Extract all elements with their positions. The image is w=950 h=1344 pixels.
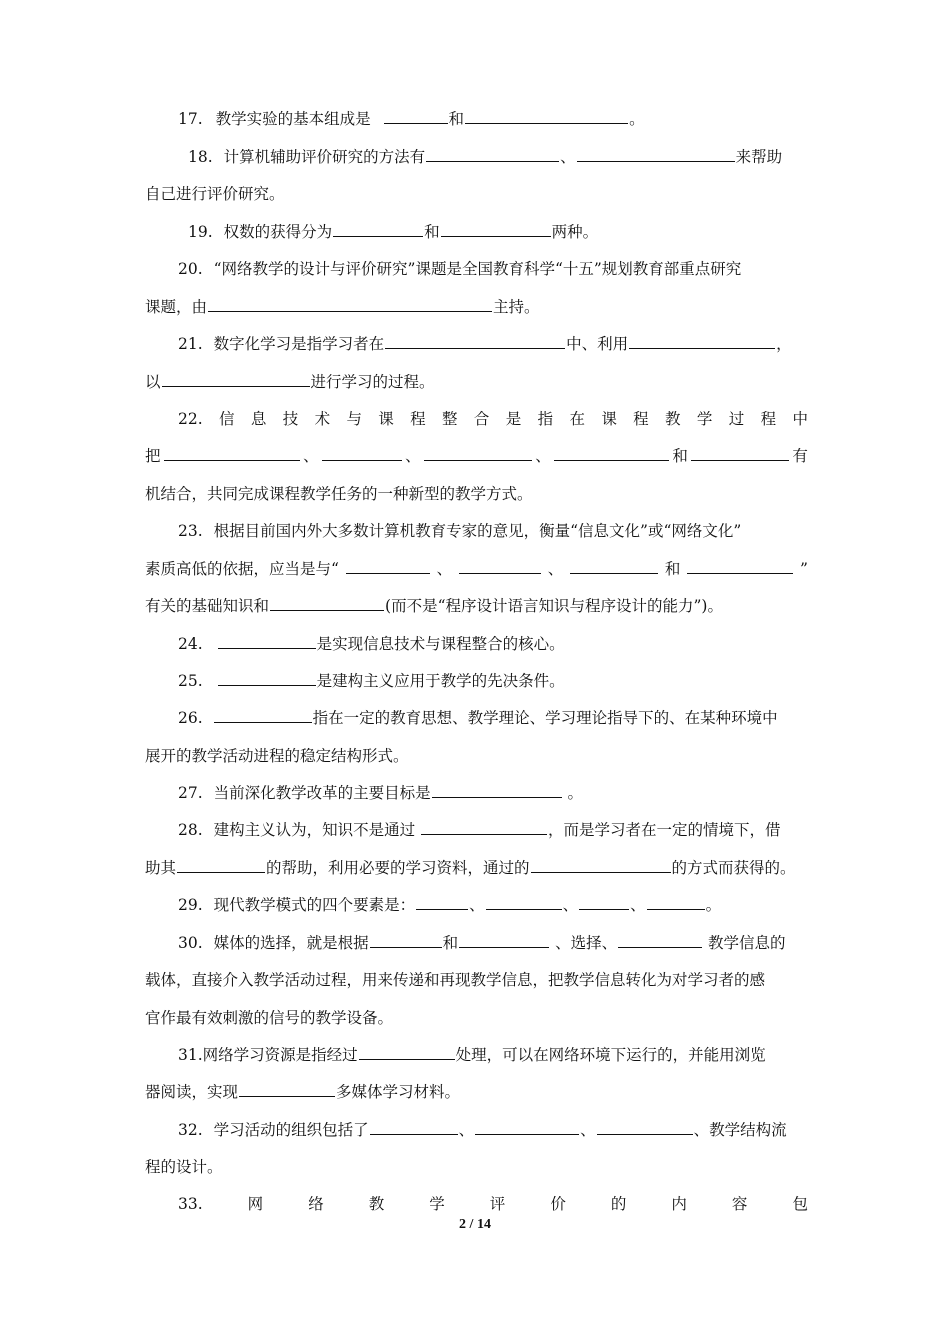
question-text: 处理，可以在网络环境下运行的，并能用浏览 [455, 1046, 766, 1064]
question-text: 计算机辅助评价研究的方法有 [223, 148, 426, 166]
question-text: 学习活动的组织包括了 [213, 1121, 369, 1139]
question-28-line2 [145, 855, 808, 881]
question-text: 有 [792, 447, 808, 465]
blank[interactable] [385, 331, 565, 349]
page-total: 14 [476, 1217, 491, 1232]
question-text: 课题，由 [145, 298, 208, 316]
question-30 [178, 930, 808, 956]
question-text: 助其 [145, 859, 177, 877]
char: 教 [368, 1195, 385, 1213]
question-text: 和 [664, 560, 681, 578]
page-current: 2 [459, 1217, 467, 1232]
blank[interactable] [359, 1042, 455, 1060]
question-28 [178, 817, 808, 843]
question-text: 是建构主义应用于教学的先决条件。 [316, 672, 565, 690]
question-number: 18. [188, 148, 213, 166]
blank[interactable] [346, 556, 430, 574]
blank[interactable] [647, 892, 705, 910]
char: 包 [792, 1195, 808, 1213]
question-32-cont: 程的设计。 [145, 1158, 223, 1176]
blank[interactable] [570, 556, 658, 574]
question-text: 、 [547, 560, 564, 578]
question-number: 21. [178, 335, 203, 353]
char: 指 [537, 410, 554, 428]
question-27 [178, 780, 808, 806]
question-text: 。 [567, 784, 584, 802]
char: 与 [346, 410, 362, 428]
question-23-line2 [145, 556, 808, 582]
question-31 [178, 1042, 808, 1068]
blank[interactable] [333, 219, 423, 237]
char: 的 [610, 1195, 627, 1213]
question-17 [178, 106, 808, 132]
question-number: 28. [178, 821, 203, 839]
blank[interactable] [531, 855, 671, 873]
char: 整 [442, 410, 458, 428]
blank[interactable] [177, 855, 265, 873]
question-30-cont2: 官作最有效刺激的信号的教学设备。 [145, 1009, 394, 1027]
question-text: “网络教学的设计与评价研究”课题是全国教育科学“十五”规划教育部重点研究 [213, 260, 742, 278]
blank[interactable] [465, 106, 628, 124]
question-26-cont: 展开的教学活动进程的稳定结构形式。 [145, 747, 409, 765]
blank[interactable] [687, 556, 793, 574]
blank[interactable] [424, 443, 532, 461]
question-text: 权数的获得分为 [223, 223, 333, 241]
blank[interactable] [214, 705, 312, 723]
blank[interactable] [218, 631, 316, 649]
question-text: 现代教学模式的四个要素是： [213, 896, 416, 914]
question-text: 、 [562, 896, 579, 914]
question-number: 19. [188, 223, 213, 241]
blank[interactable] [322, 443, 402, 461]
question-text: 和 [448, 110, 465, 128]
blank[interactable] [426, 144, 559, 162]
question-number: 27. [178, 784, 203, 802]
question-text: 两种。 [551, 223, 599, 241]
question-text: 以 [145, 373, 161, 391]
question-text: 、教学结构流 [693, 1121, 787, 1139]
question-number: 24. [178, 635, 203, 653]
question-number: 30. [178, 934, 203, 952]
question-text: 多媒体学习材料。 [336, 1083, 461, 1101]
blank[interactable] [164, 443, 300, 461]
question-32 [178, 1117, 808, 1143]
question-20 [178, 256, 808, 282]
question-text: ， [776, 335, 792, 353]
question-text: 器阅读，实现 [145, 1083, 239, 1101]
question-18 [178, 144, 808, 170]
question-22 [178, 406, 808, 432]
question-18-cont: 自己进行评价研究。 [145, 185, 285, 203]
question-text: 。 [629, 110, 645, 128]
char: 程 [760, 410, 777, 428]
char: 网 [247, 1195, 264, 1213]
question-text: 和 [442, 934, 459, 952]
question-25 [178, 668, 808, 694]
blank[interactable] [370, 1117, 458, 1135]
char: 合 [473, 410, 490, 428]
blank[interactable] [270, 593, 384, 611]
question-text: 来帮助 [735, 148, 783, 166]
blank[interactable] [579, 892, 629, 910]
question-number: 26. [178, 709, 203, 727]
question-text: 、 [405, 447, 421, 465]
question-number: 25. [178, 672, 203, 690]
blank[interactable] [370, 930, 442, 948]
blank[interactable] [577, 144, 735, 162]
question-text: ” [799, 560, 808, 578]
question-text: 当前深化教学改革的主要目标是 [213, 784, 431, 802]
blank[interactable] [441, 219, 551, 237]
char: 内 [671, 1195, 687, 1213]
question-text: 主持。 [493, 298, 540, 316]
question-text: 、 [630, 896, 646, 914]
question-number: 22. [178, 410, 203, 428]
question-26 [178, 705, 808, 731]
char: 程 [410, 410, 426, 428]
blank[interactable] [618, 930, 702, 948]
blank[interactable] [629, 331, 775, 349]
question-text: 、 [580, 1121, 596, 1139]
blank[interactable] [554, 443, 669, 461]
char: 在 [569, 410, 585, 428]
question-text: 素质高低的依据，应当是与“ [145, 560, 339, 578]
char: 学 [696, 410, 713, 428]
blank[interactable] [475, 1117, 579, 1135]
blank[interactable] [486, 892, 562, 910]
blank[interactable] [459, 556, 541, 574]
char: 过 [728, 410, 745, 428]
char: 络 [308, 1195, 324, 1213]
question-21-cont [145, 369, 808, 395]
page-number [0, 1217, 950, 1233]
question-number: 20. [178, 260, 203, 278]
blank[interactable] [162, 369, 310, 387]
question-text: 、 [436, 560, 453, 578]
char: 课 [378, 410, 394, 428]
question-22-cont: 机结合，共同完成课程教学任务的一种新型的教学方式。 [145, 485, 533, 503]
question-22-line2 [145, 443, 808, 469]
char: 术 [314, 410, 331, 428]
question-23 [178, 518, 808, 544]
page-separator: / [469, 1217, 474, 1232]
question-text: 网络学习资源是指经过 [202, 1046, 358, 1064]
question-text: 媒体的选择，就是根据 [213, 934, 369, 952]
question-text: 指在一定的教育思想、教学理论、学习理论指导下的、在某种环境中 [312, 709, 778, 727]
question-24 [178, 631, 808, 657]
blank[interactable] [597, 1117, 693, 1135]
question-text: ，而是学习者在一定的情境下，借 [548, 821, 781, 839]
blank[interactable] [421, 817, 547, 835]
blank[interactable] [239, 1079, 335, 1097]
question-text: 中、利用 [566, 335, 629, 353]
blank[interactable] [691, 443, 789, 461]
question-text: 是实现信息技术与课程整合的核心。 [316, 635, 565, 653]
question-text: 教学信息的 [708, 934, 786, 952]
blank[interactable] [459, 930, 549, 948]
blank[interactable] [218, 668, 316, 686]
question-number: 23. [178, 522, 203, 540]
char: 学 [429, 1195, 445, 1213]
question-text: 、 [535, 447, 551, 465]
question-text: 进行学习的过程。 [310, 373, 435, 391]
question-number: 17. [178, 110, 203, 128]
question-text: 的帮助，利用必要的学习资料，通过的 [266, 859, 530, 877]
question-text: 、 [469, 896, 485, 914]
char: 息 [250, 410, 267, 428]
question-21 [178, 331, 808, 357]
char: 教 [665, 410, 681, 428]
char: 容 [731, 1195, 748, 1213]
char: 信 [219, 410, 235, 428]
question-text: 教学实验的基本组成是 [215, 110, 371, 128]
question-text: 、 [458, 1121, 475, 1139]
question-number: 33. [178, 1195, 203, 1213]
question-33 [178, 1191, 808, 1217]
question-23-line3 [145, 593, 808, 619]
char: 评 [489, 1195, 506, 1213]
question-20-cont [145, 294, 808, 320]
char: 课 [601, 410, 617, 428]
question-text: 把 [145, 447, 161, 465]
question-text: 。 [705, 896, 722, 914]
question-30-cont1: 载体，直接介入教学活动过程，用来传递和再现教学信息，把教学信息转化为对学习者的感 [145, 971, 766, 989]
question-text: (而不是“程序设计语言知识与程序设计的能力”)。 [385, 597, 723, 615]
question-text: 和 [672, 447, 688, 465]
blank[interactable] [416, 892, 468, 910]
question-text: 的方式而获得的。 [671, 859, 796, 877]
question-text: 、选择、 [555, 934, 618, 952]
question-text: 、 [560, 148, 576, 166]
char: 程 [633, 410, 649, 428]
question-31-line2 [145, 1079, 808, 1105]
question-text: 有关的基础知识和 [145, 597, 270, 615]
question-text: 建构主义认为，知识不是通过 [213, 821, 416, 839]
question-text: 和 [424, 223, 440, 241]
question-text: 数字化学习是指学习者在 [213, 335, 385, 353]
question-text: 、 [303, 447, 319, 465]
char: 价 [550, 1195, 566, 1213]
question-19 [178, 219, 808, 245]
char: 技 [282, 410, 299, 428]
blank[interactable] [208, 294, 492, 312]
blank[interactable] [384, 106, 448, 124]
blank[interactable] [432, 780, 562, 798]
question-number: 31. [178, 1046, 203, 1064]
question-text: 根据目前国内外大多数计算机教育专家的意见，衡量“信息文化”或“网络文化” [213, 522, 742, 540]
char: 是 [505, 410, 522, 428]
question-29 [178, 892, 808, 918]
question-number: 29. [178, 896, 203, 914]
char: 中 [792, 410, 808, 428]
question-number: 32. [178, 1121, 203, 1139]
